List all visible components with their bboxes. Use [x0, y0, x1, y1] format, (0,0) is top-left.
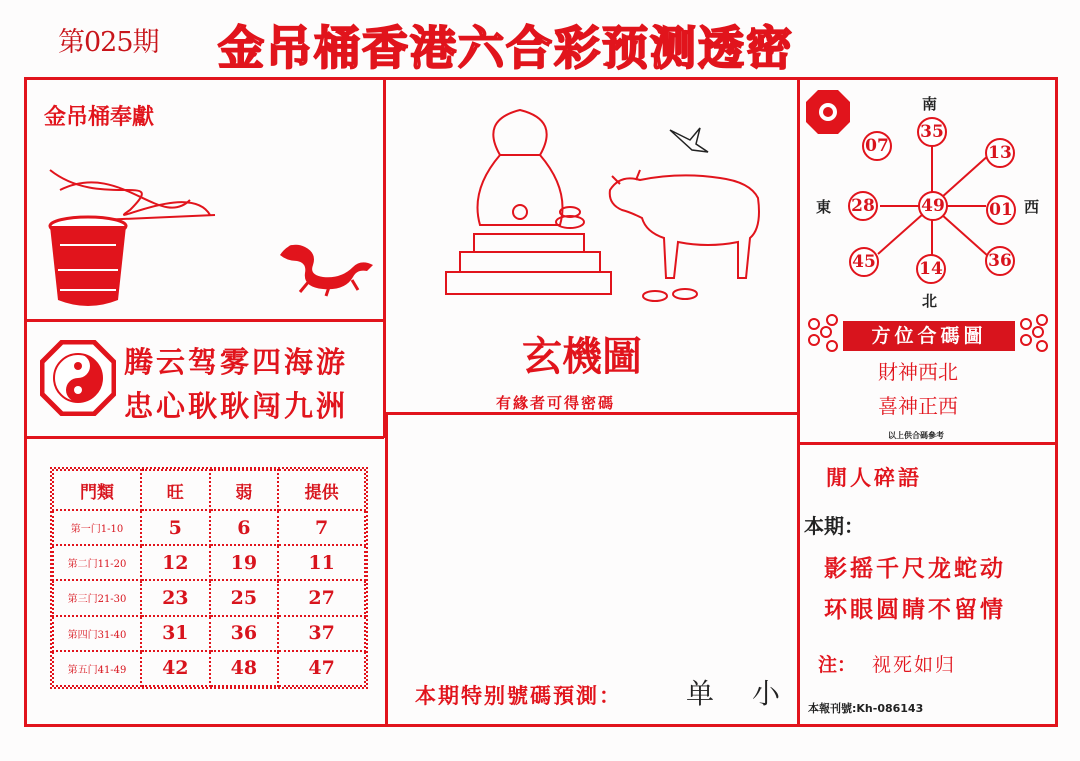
door-label: 第四门31-40 [53, 616, 141, 651]
poem-left-line2: 忠心耿耿闯九洲 [124, 389, 349, 423]
compass-center-number: 49 [918, 191, 948, 221]
door-value: 11 [278, 545, 365, 580]
flower-icon [1020, 334, 1032, 346]
publication-number: 本報刊號:Kh-086143 [808, 702, 924, 715]
poem-right-line2: 环眼圆睛不留情 [824, 596, 1006, 623]
yinyang-icon [40, 340, 116, 416]
table-row [53, 545, 365, 580]
period-label: 本期： [804, 514, 864, 538]
fangwei-line2: 喜神正西 [878, 394, 958, 418]
door-label: 第三门21-30 [53, 580, 141, 615]
puzzle-subtitle: 有緣者可得密碼 [496, 394, 616, 412]
fangwei-note: 以上供合碼參考 [888, 431, 944, 440]
door-value: 37 [278, 616, 365, 651]
ox-icon [610, 170, 759, 278]
divider-right [797, 80, 800, 725]
compass-number: 45 [849, 247, 879, 277]
fangwei-line1: 財神西北 [878, 360, 958, 384]
door-label: 第一门1-10 [53, 510, 141, 545]
door-value: 48 [210, 651, 279, 686]
bucket-dragon-illustration [40, 150, 380, 310]
poem-left-line1: 腾云驾雾四海游 [124, 345, 349, 379]
table-row [53, 616, 365, 651]
door-table [50, 467, 368, 689]
flower-icon [1036, 340, 1048, 352]
direction-east: 東 [816, 198, 832, 216]
table-row [53, 580, 365, 615]
dragon-icon [280, 245, 373, 296]
altar-icon [446, 110, 611, 294]
flower-icon [808, 334, 820, 346]
prediction-label: 本期特别號碼預測： [415, 683, 622, 708]
door-value: 7 [278, 510, 365, 545]
puzzle-illustration [410, 100, 780, 310]
prediction-value: 单 [686, 677, 715, 710]
issue-number: 第025期 [58, 27, 159, 58]
door-value: 42 [141, 651, 210, 686]
compass-number: 14 [916, 254, 946, 284]
door-value: 6 [210, 510, 279, 545]
door-label: 第二门11-20 [53, 545, 141, 580]
compass-number: 01 [986, 195, 1016, 225]
poem-right-heading: 閒人碎語 [826, 465, 922, 490]
flower-icon [826, 314, 838, 326]
flower-icon [826, 340, 838, 352]
divider-left [383, 80, 386, 438]
direction-north: 北 [922, 292, 938, 310]
rope-icon [50, 170, 215, 220]
compass-number: 13 [985, 138, 1015, 168]
note-label: 注： [818, 654, 857, 676]
puzzle-title: 玄機圖 [522, 333, 642, 380]
fangwei-banner: 方位合碼圖 [843, 321, 1015, 351]
door-table-header: 門類 [53, 470, 141, 510]
door-table-header: 提供 [278, 470, 365, 510]
door-value: 47 [278, 651, 365, 686]
door-value: 5 [141, 510, 210, 545]
flower-icon [820, 326, 832, 338]
table-row [53, 651, 365, 686]
compass-number: 35 [917, 117, 947, 147]
door-table-header: 旺 [141, 470, 210, 510]
flower-icon [1036, 314, 1048, 326]
poem-right-line1: 影摇千尺龙蛇动 [824, 555, 1006, 582]
table-row [53, 510, 365, 545]
divider-h1 [27, 319, 384, 322]
offering-label: 金吊桶奉獻 [44, 105, 155, 130]
door-value: 23 [141, 580, 210, 615]
compass-number: 28 [848, 191, 878, 221]
compass-number: 36 [985, 246, 1015, 276]
direction-south: 南 [922, 95, 938, 113]
divider-left-lower [385, 415, 388, 725]
door-label: 第五门41-49 [53, 651, 141, 686]
bird-icon [670, 128, 708, 152]
page-title: 金吊桶香港六合彩预测透密 [218, 21, 794, 75]
divider-h2 [27, 436, 384, 439]
door-value: 12 [141, 545, 210, 580]
door-value: 36 [210, 616, 279, 651]
divider-h4 [800, 442, 1055, 445]
ingot-icon [643, 289, 697, 301]
prediction-value: 小 [752, 677, 781, 710]
door-value: 25 [210, 580, 279, 615]
flower-icon [1020, 318, 1032, 330]
flower-icon [1032, 326, 1044, 338]
door-table-header: 弱 [210, 470, 279, 510]
flower-icon [808, 318, 820, 330]
door-value: 19 [210, 545, 279, 580]
note-text: 视死如归 [872, 654, 957, 676]
compass-number: 07 [862, 131, 892, 161]
door-value: 27 [278, 580, 365, 615]
door-value: 31 [141, 616, 210, 651]
bucket-icon [50, 217, 126, 306]
direction-west: 西 [1024, 198, 1040, 216]
